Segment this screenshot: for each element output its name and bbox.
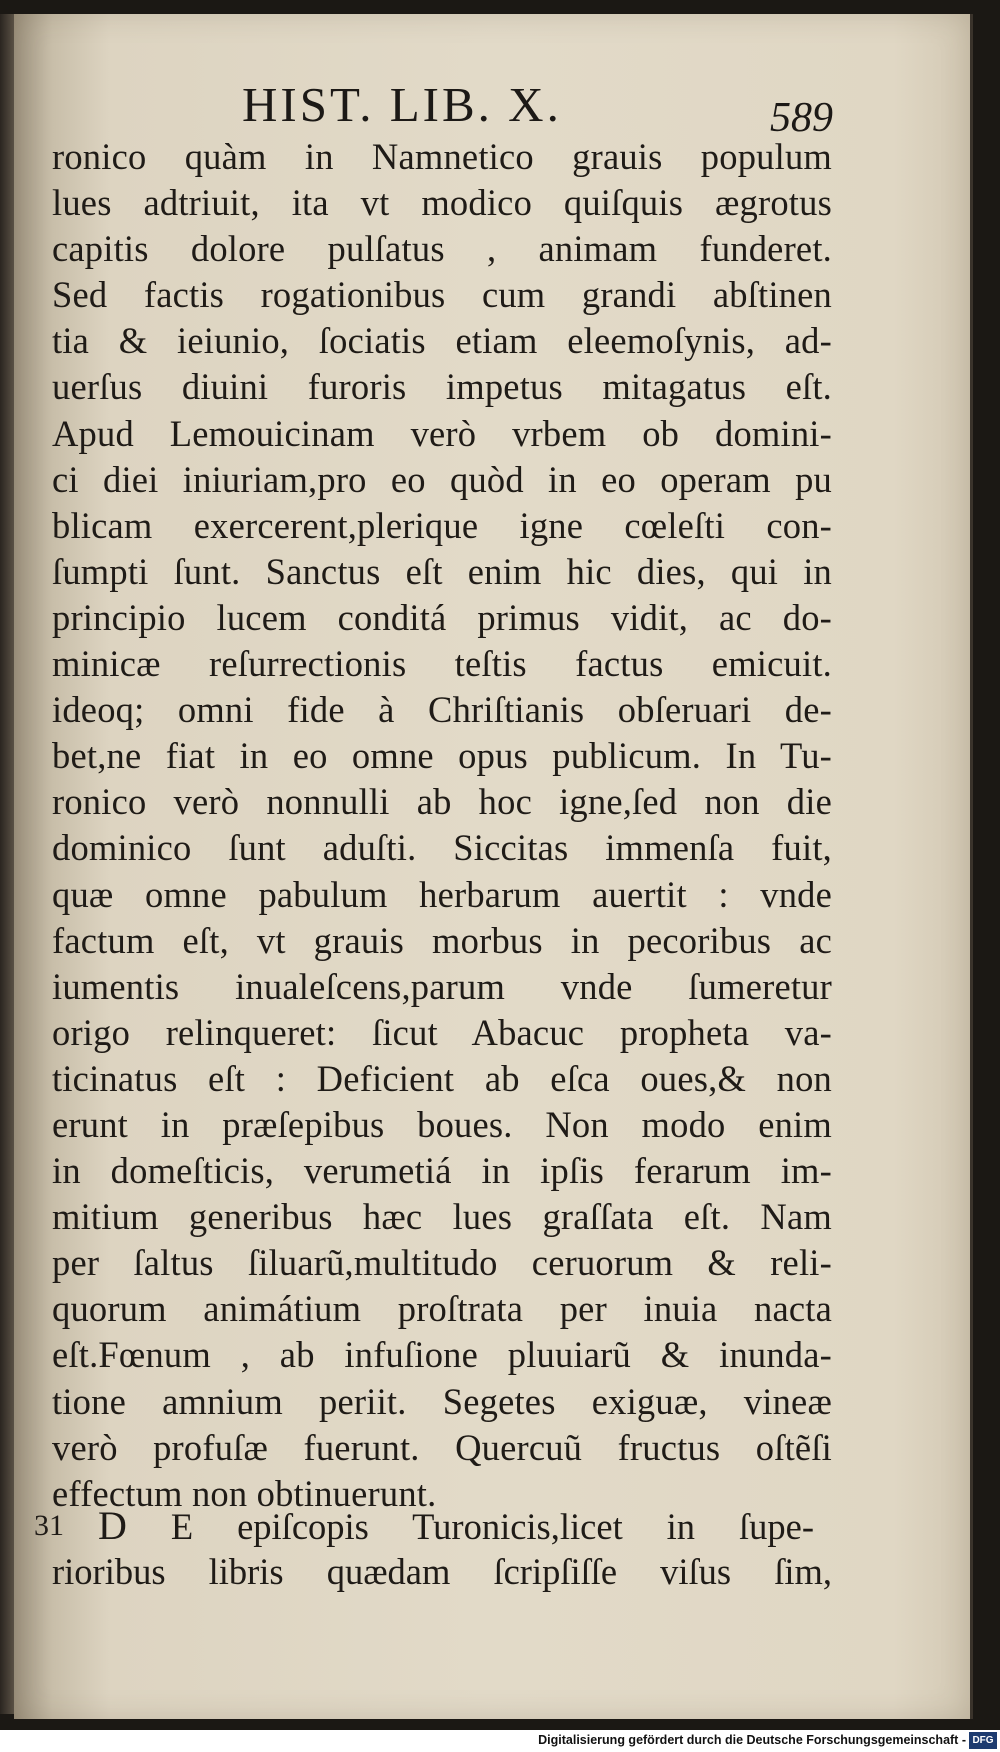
text-line: ci diei iniuriam,pro eo quòd in eo operam pu (52, 458, 832, 500)
text-line: erunt in præſepibus boues. Non modo enim (52, 1103, 832, 1145)
text-line: ideoq; omni fide à Chriſtianis obſeruari de- (52, 689, 832, 731)
text-line: lues adtriuit, ita vt modico quiſquis ægrotus (52, 182, 832, 224)
text-line: uerſus diuini furoris impetus mitagatus eſt. (52, 366, 832, 408)
page-number: 589 (770, 95, 833, 141)
section-second-line: rioribus libris quædam ſcripſiſſe viſus ſim, (52, 1551, 832, 1592)
text-line: capitis dolore pulſatus , animam funderet. (52, 228, 832, 270)
text-line: mitium generibus hæc lues graſſata eſt. Nam (52, 1196, 832, 1238)
text-line: Sed factis rogationibus cum grandi abſtinen (52, 274, 832, 316)
text-line: principio lucem conditá primus vidit, ac do- (52, 596, 832, 638)
text-line: ronico quàm in Namnetico grauis populum (52, 136, 832, 177)
section-start (34, 1503, 834, 1549)
text-line: per ſaltus ſiluarũ,multitudo ceruorum & reli- (52, 1242, 832, 1284)
text-line: tione amnium periit. Segetes exiguæ, vineæ (52, 1380, 832, 1422)
funding-credit: Digitalisierung gefördert durch die Deutsche Forschungsgemeinschaft - (538, 1733, 966, 1747)
text-line: effectum non obtinuerunt. (52, 1472, 437, 1514)
section-first-line (98, 1503, 814, 1550)
text-line: Apud Lemouicinam verò vrbem ob domini- (52, 412, 832, 454)
text-line: bet,ne fiat in eo omne opus publicum. In Tu- (52, 735, 832, 777)
running-header: HIST. LIB. X. (242, 77, 562, 132)
text-line: quæ omne pabulum herbarum auertit : vnde (52, 873, 832, 915)
dfg-logo: DFG (969, 1732, 997, 1749)
text-line: ſumpti ſunt. Sanctus eſt enim hic dies, qui in (52, 550, 832, 592)
text-line: verò profuſæ fuerunt. Quercuũ fructus oſtẽſi (52, 1426, 832, 1468)
body-text (52, 134, 832, 1517)
text-line: eſt.Fœnum , ab infuſione pluuiarũ & inunda- (52, 1334, 832, 1376)
text-line: iumentis inualeſcens,parum vnde ſumeretur (52, 965, 832, 1007)
text-line: in domeſticis, verumetiá in ipſis ferarum im- (52, 1150, 832, 1192)
section-initial: D (98, 1503, 127, 1548)
text-line: origo relinqueret: ſicut Abacuc propheta va- (52, 1011, 832, 1053)
text-line: tia & ieiunio, ſociatis etiam eleemoſynis, ad- (52, 320, 832, 362)
text-line: minicæ reſurrectionis teſtis factus emicuit. (52, 643, 832, 685)
text-line: blicam exercerent,plerique igne cœleſti con- (52, 504, 832, 546)
text-line: ronico verò nonnulli ab hoc igne,ſed non die (52, 781, 832, 823)
text-line: quorum animátium proſtrata per inuia nacta (52, 1288, 832, 1330)
text-line: ticinatus eſt : Deficient ab eſca oues,& non (52, 1057, 832, 1099)
section-first-line-text: E epiſcopis Turonicis,licet in ſupe- (170, 1506, 814, 1547)
section-number: 31 (34, 1509, 64, 1542)
text-line: factum eſt, vt grauis morbus in pecoribus ac (52, 919, 832, 961)
text-line: dominico ſunt aduſti. Siccitas immenſa fuit, (52, 827, 832, 869)
